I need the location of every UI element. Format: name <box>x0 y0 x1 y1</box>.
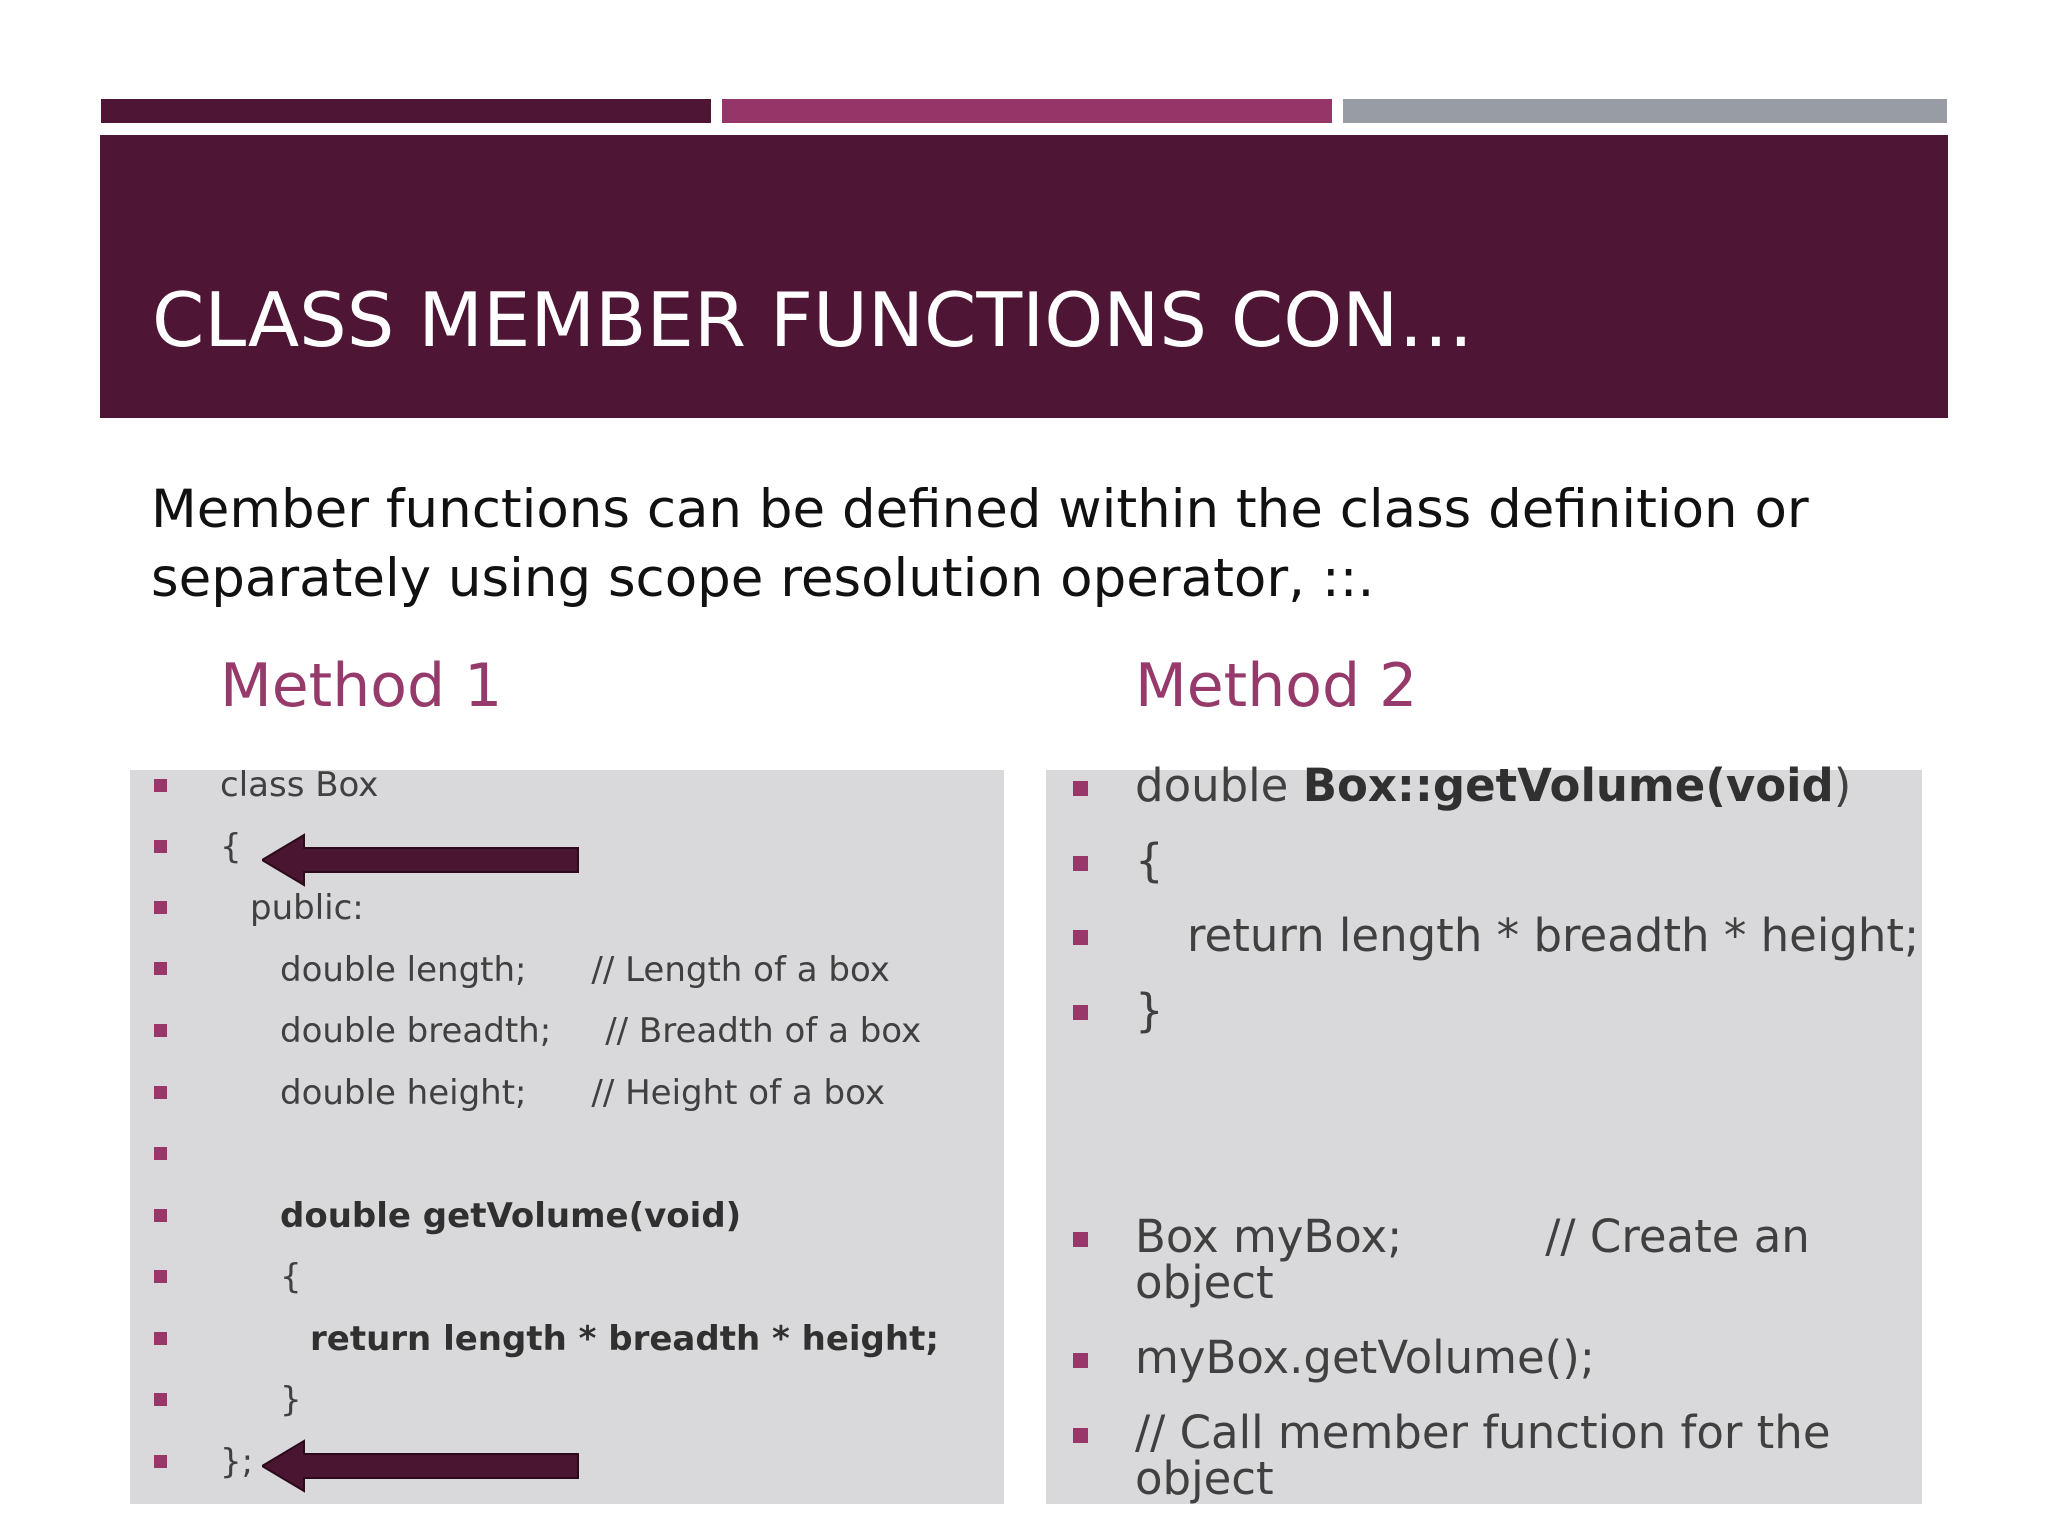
square-bullet-icon <box>154 1147 167 1160</box>
code-line: { <box>280 1257 302 1297</box>
code-line: myBox.getVolume(); <box>1135 1331 1595 1384</box>
code-line: }; <box>220 1442 254 1482</box>
method-2-code-panel <box>1046 770 1922 1504</box>
code-line: Box myBox; // Create an <box>1135 1210 1810 1263</box>
square-bullet-icon <box>154 1086 167 1099</box>
square-bullet-icon <box>154 1209 167 1222</box>
square-bullet-icon <box>154 1270 167 1283</box>
slide-title: CLASS MEMBER FUNCTIONS CON… <box>152 276 1474 364</box>
code-line: { <box>1135 834 1164 887</box>
method-2-heading: Method 2 <box>1135 651 1418 721</box>
method-1-heading: Method 1 <box>220 651 503 721</box>
square-bullet-icon <box>1073 1428 1088 1443</box>
square-bullet-icon <box>1073 930 1088 945</box>
code-line: double length; // Length of a box <box>280 950 890 990</box>
code-line: double height; // Height of a box <box>280 1073 885 1113</box>
square-bullet-icon <box>1073 1353 1088 1368</box>
top-bar-grey <box>1343 99 1947 123</box>
code-line: } <box>1135 984 1164 1037</box>
square-bullet-icon <box>154 779 167 792</box>
square-bullet-icon <box>1073 1232 1088 1247</box>
code-line: // Call member function for the <box>1135 1406 1831 1459</box>
code-text: ) <box>1833 759 1852 812</box>
square-bullet-icon <box>154 1455 167 1468</box>
title-band <box>100 135 1948 418</box>
left-arrow-icon <box>262 830 582 890</box>
left-arrow-icon <box>262 1436 582 1496</box>
square-bullet-icon <box>154 901 167 914</box>
square-bullet-icon <box>154 840 167 853</box>
top-bar-magenta <box>722 99 1332 123</box>
code-line: class Box <box>220 765 379 805</box>
intro-text: Member functions can be defined within the class definition or separately using scope resolution operator, ::. <box>151 479 1809 609</box>
code-line: } <box>280 1380 302 1420</box>
square-bullet-icon <box>154 1024 167 1037</box>
square-bullet-icon <box>1073 781 1088 796</box>
square-bullet-icon <box>154 1332 167 1345</box>
code-text: double <box>1135 759 1303 812</box>
top-bar-dark <box>101 99 711 123</box>
code-line: double getVolume(void) <box>280 1196 742 1236</box>
code-line: object <box>1135 1452 1274 1505</box>
square-bullet-icon <box>154 962 167 975</box>
code-line: public: <box>250 888 364 928</box>
code-line: return length * breadth * height; <box>310 1319 939 1359</box>
square-bullet-icon <box>1073 1005 1088 1020</box>
square-bullet-icon <box>1073 856 1088 871</box>
code-line: { <box>220 827 242 867</box>
code-text-bold: Box::getVolume(void <box>1302 759 1834 812</box>
code-line <box>1135 759 1852 812</box>
code-line: object <box>1135 1256 1274 1309</box>
code-line: double breadth; // Breadth of a box <box>280 1011 922 1051</box>
code-line: return length * breadth * height; <box>1187 909 1920 962</box>
square-bullet-icon <box>154 1393 167 1406</box>
